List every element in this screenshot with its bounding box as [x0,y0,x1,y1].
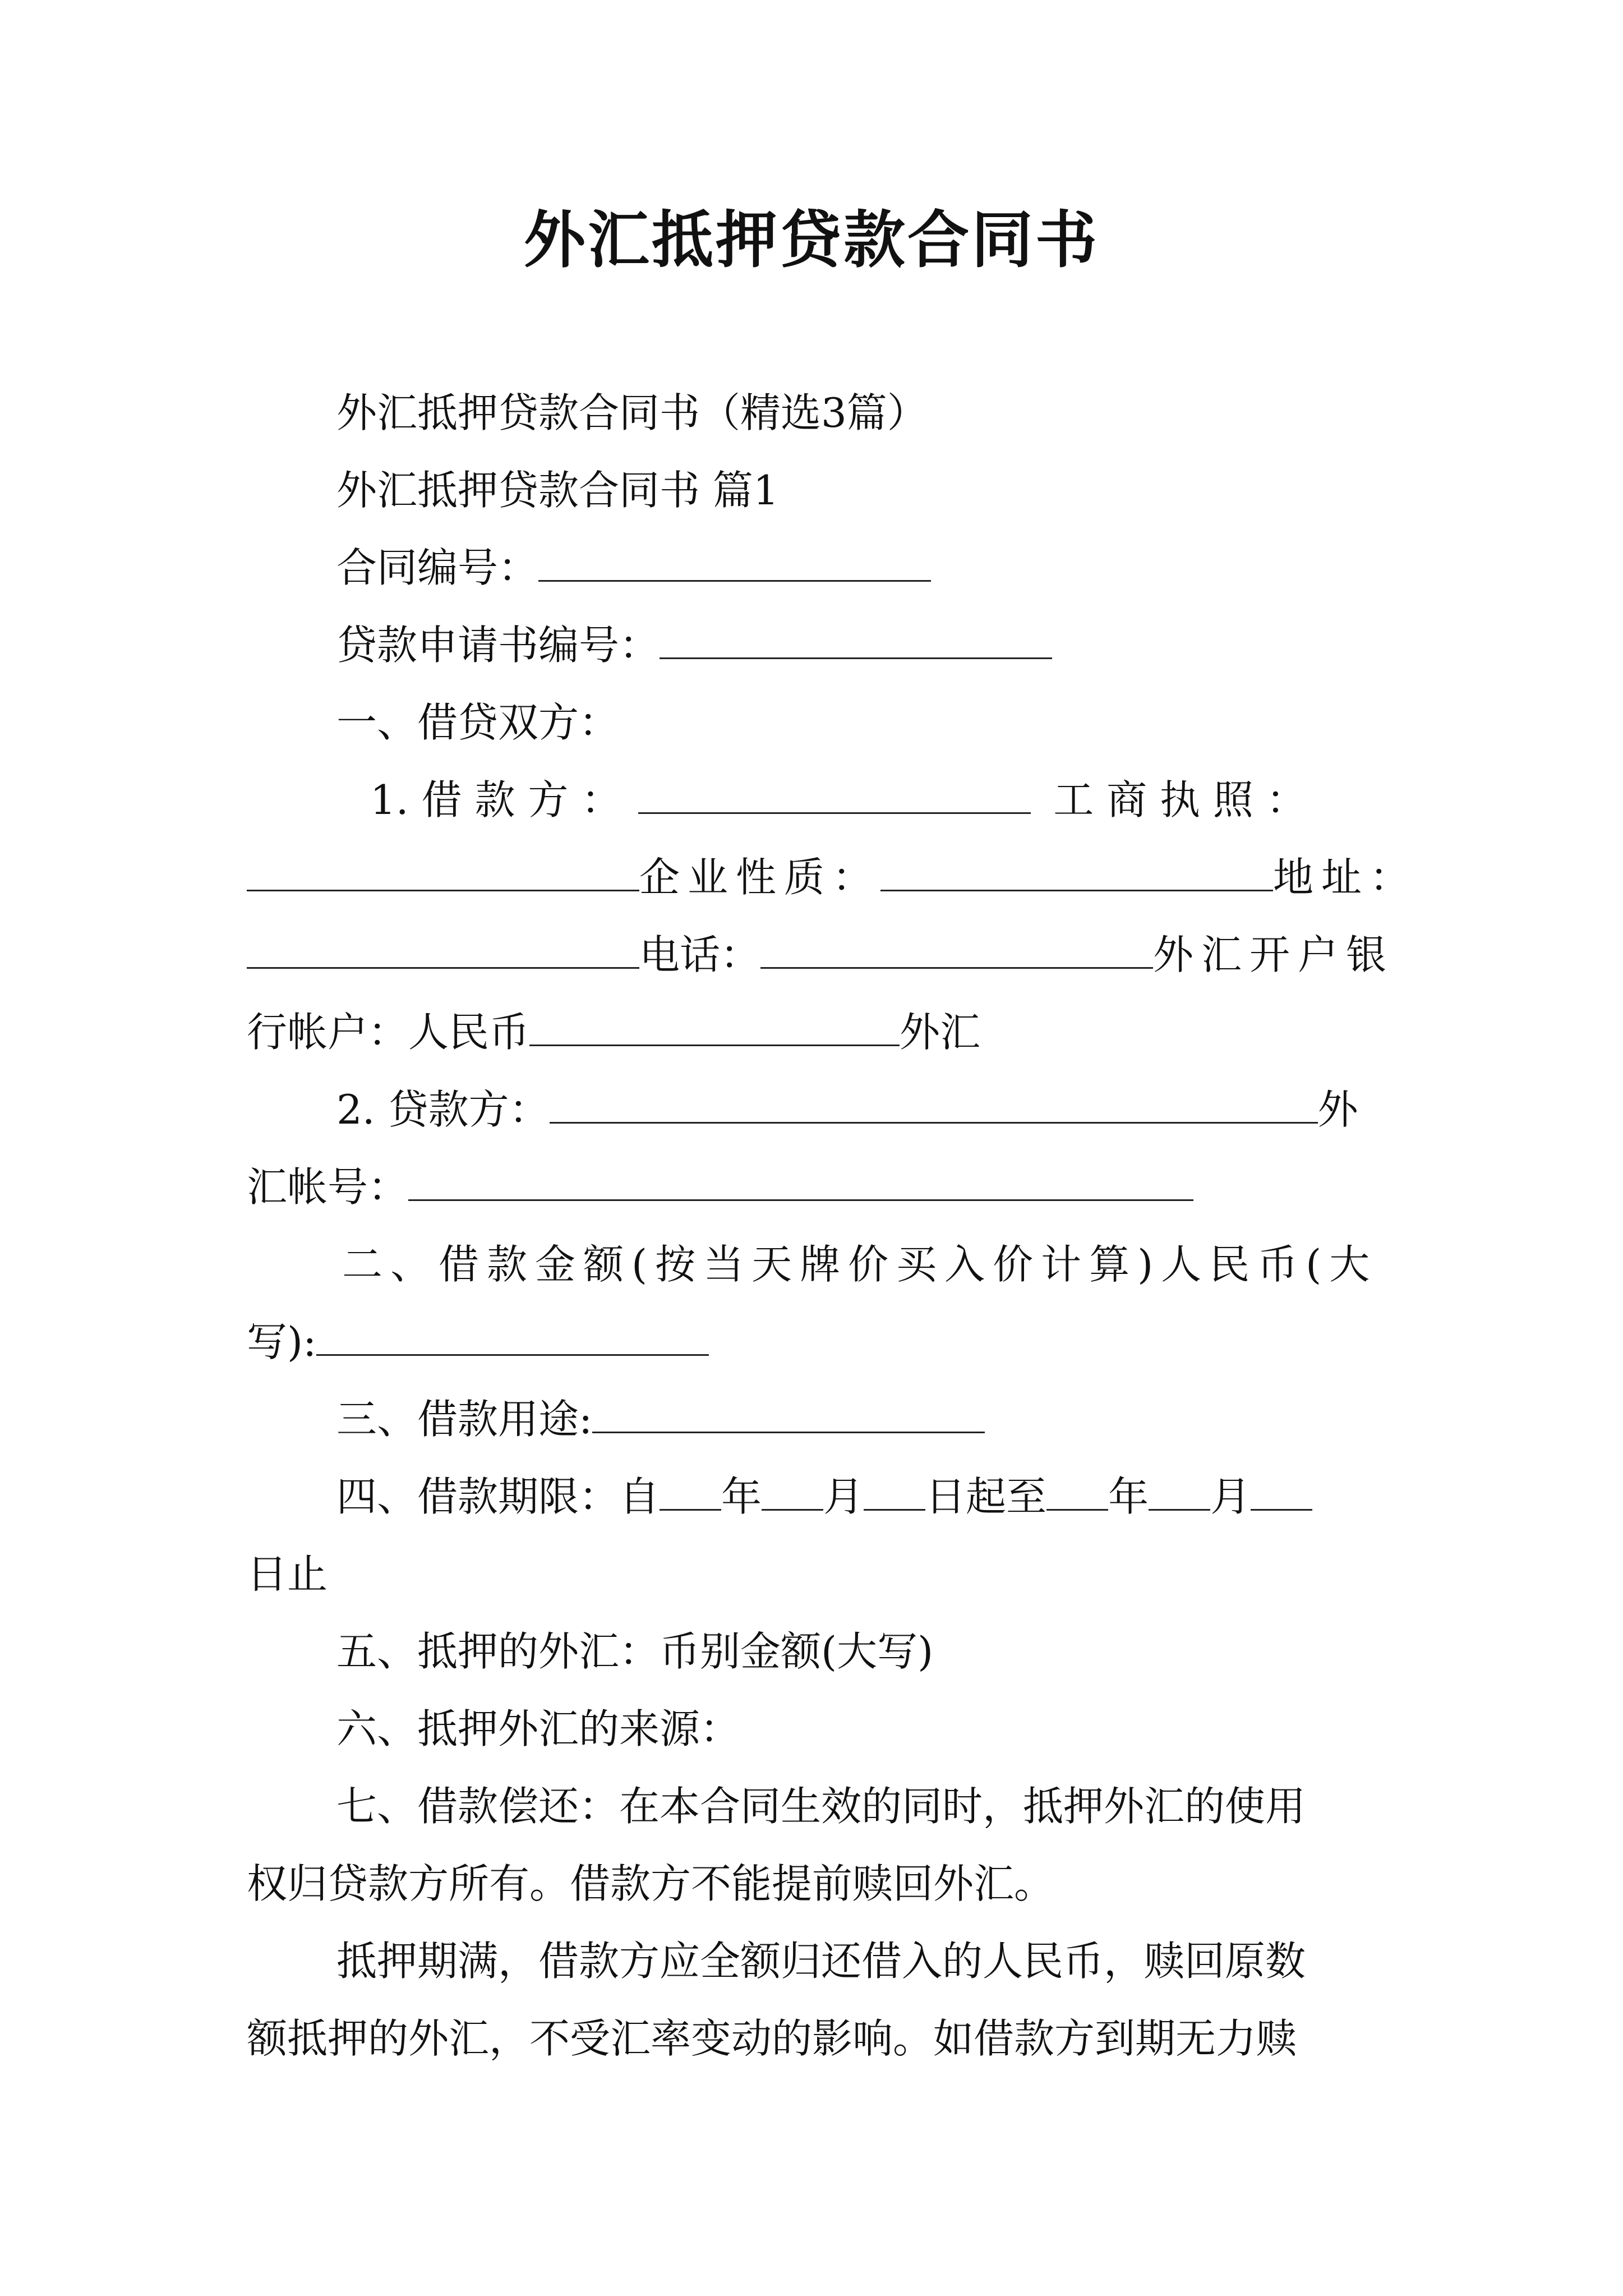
start-month-label: 月 [823,1473,864,1520]
end-day-blank [1251,1472,1312,1511]
loan-amount-label: 写): [247,1318,317,1365]
maturity-line-1: 抵押期满，借款方应全额归还借入的人民币，赎回原数 [336,1938,1306,1985]
collateral-forex-line: 五、抵押的外汇：币别金额(大写) [336,1628,934,1675]
loan-amount-line: 二、借款金额(按当天牌价买入价计算)人民币(大 [342,1241,1378,1288]
maturity-line-2: 额抵押的外汇，不受汇率变动的影响。如借款方到期无力赎 [247,2015,1297,2062]
address-label: 地址： [1273,854,1418,901]
start-day-label: 日起至 [925,1473,1047,1520]
lender-label: 2. 贷款方： [336,1086,550,1133]
borrower-label: 1. 借 款 方 ： [370,776,622,823]
lender-row [336,1083,1358,1137]
contract-number-label: 合同编号： [336,544,539,591]
end-month-blank [1149,1472,1210,1511]
forex-account-blank [408,1162,1193,1201]
forex-account-label: 汇帐号： [247,1163,409,1211]
loan-amount-row [247,1315,709,1369]
enterprise-nature-label: 企业性质： [639,854,881,901]
business-license-blank [247,853,639,891]
end-year-blank [1046,1472,1108,1511]
end-year-label: 年 [1108,1473,1149,1520]
forex-label: 外汇 [900,1009,981,1056]
rmb-account-blank [529,1007,900,1046]
repayment-line-2: 权归贷款方所有。借款方不能提前赎回外汇。 [247,1860,1055,1907]
lender-forex-label: 外 [1317,1086,1358,1133]
contract-number-blank [538,543,931,582]
start-year-blank [660,1472,721,1511]
contract-number-row [336,541,931,595]
phone-row [247,928,1394,982]
loan-term-end: 日止 [247,1550,328,1598]
rmb-account-label: 行帐户：人民币 [247,1009,530,1056]
borrower-blank [638,775,1031,814]
borrower-row [370,773,1307,827]
application-number-blank [660,620,1052,659]
end-month-label: 月 [1210,1473,1251,1520]
section-heading-part1: 外汇抵押贷款合同书 篇1 [336,467,779,514]
loan-term-row [336,1470,1312,1524]
parties-heading: 一、借贷双方： [336,699,620,746]
loan-purpose-row [336,1392,985,1446]
subtitle-selection: 外汇抵押贷款合同书（精选3篇） [336,389,928,436]
phone-label: 电话： [639,931,761,978]
phone-blank [760,930,1153,969]
address-blank [247,930,639,969]
loan-term-label: 四、借款期限：自 [336,1473,660,1520]
lender-blank [550,1085,1318,1124]
forex-bank-label: 外汇开户银 [1153,931,1395,978]
start-year-label: 年 [721,1473,762,1520]
loan-purpose-blank [592,1395,985,1433]
loan-amount-blank [316,1317,709,1356]
business-license-label: 工 商 执 照 ： [1053,776,1307,823]
document-title: 外汇抵押贷款合同书 [524,204,1099,276]
start-month-blank [762,1472,823,1511]
application-number-row [336,618,1052,672]
forex-account-row [247,1160,1193,1214]
enterprise-nature-blank [880,853,1273,891]
start-day-blank [864,1472,925,1511]
account-row [247,1005,980,1059]
collateral-source-line: 六、抵押外汇的来源： [336,1705,741,1752]
enterprise-row [247,850,1418,904]
repayment-line-1: 七、借款偿还：在本合同生效的同时，抵押外汇的使用 [336,1783,1306,1830]
loan-purpose-label: 三、借款用途: [336,1396,593,1443]
application-number-label: 贷款申请书编号： [336,622,660,669]
